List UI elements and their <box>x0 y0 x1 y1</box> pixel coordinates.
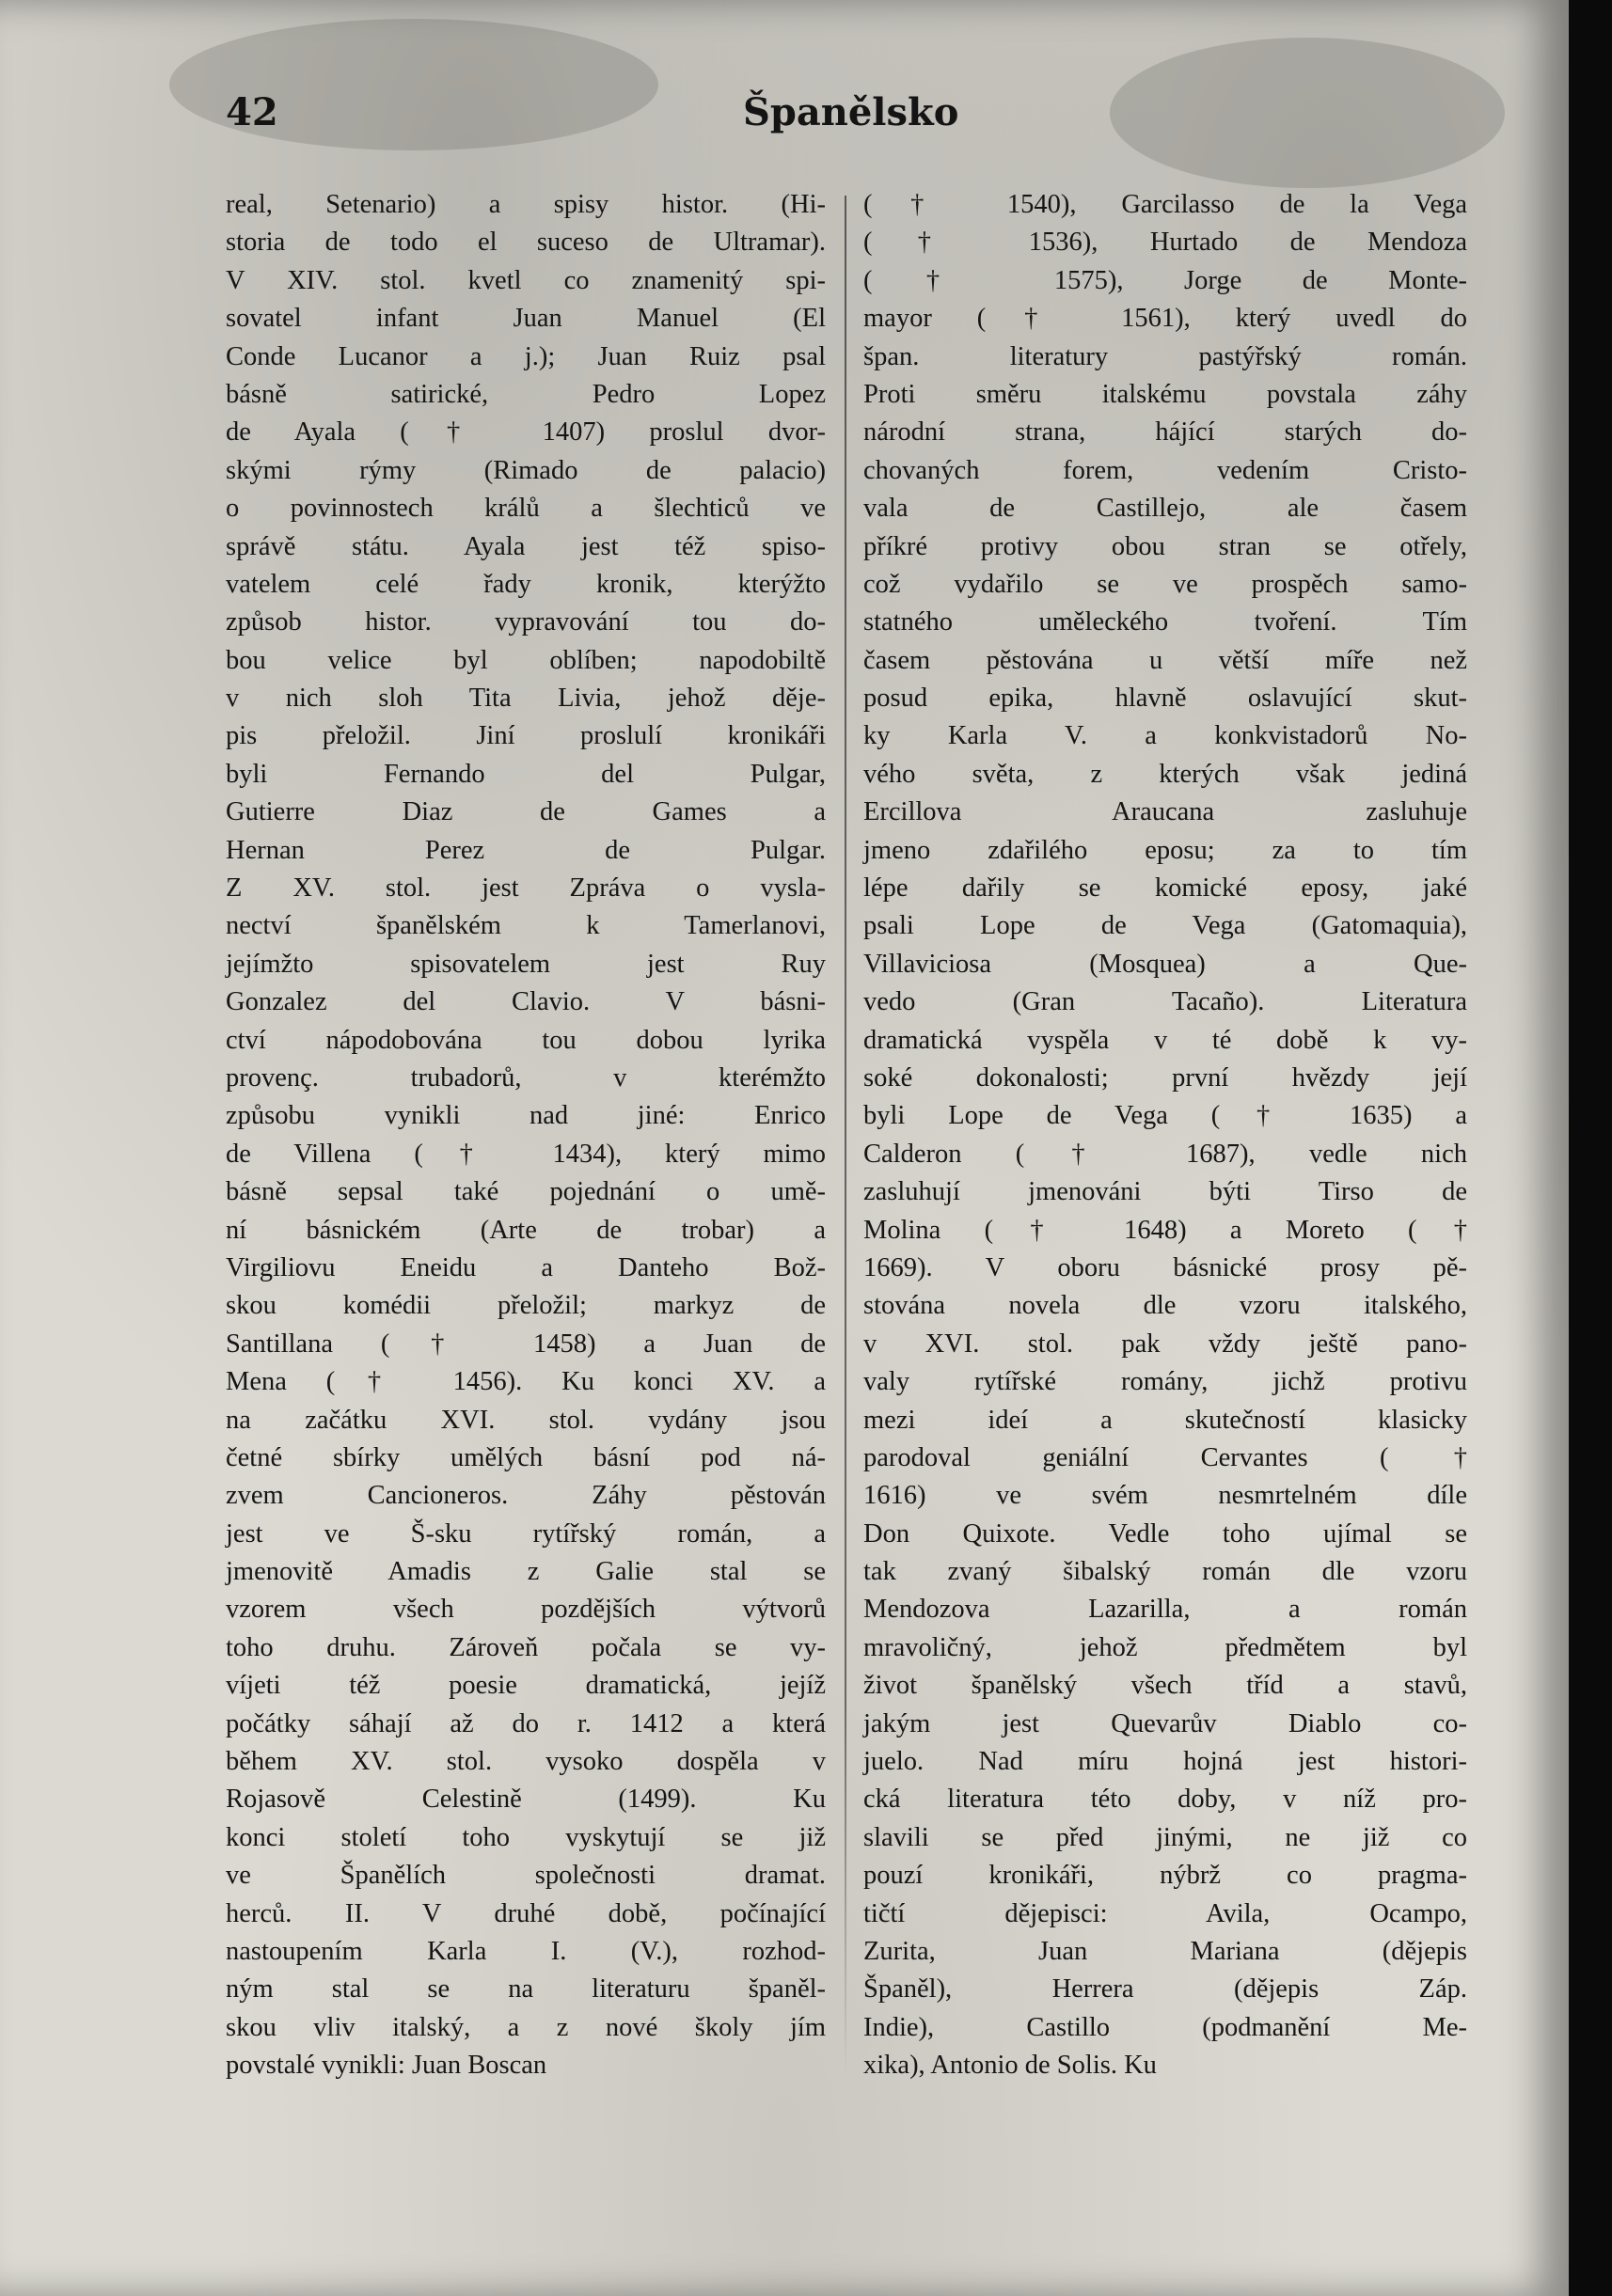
text-line: Ercillova Araucana zasluhuje <box>863 797 1467 827</box>
text-line: Virgiliovu Eneidu a Danteho Bož- <box>226 1252 826 1282</box>
text-line: četné sbírky umělých básní pod ná- <box>226 1442 826 1472</box>
text-line: zasluhují jmenováni býti Tirso de <box>863 1177 1467 1207</box>
left-text-column <box>226 186 826 2085</box>
text-line: tičtí dějepisci: Avila, Ocampo, <box>863 1898 1467 1928</box>
text-line: († 1536), Hurtado de Mendoza <box>863 228 1467 258</box>
text-line: dramatická vyspěla v té době k vy- <box>863 1025 1467 1055</box>
text-line: Conde Lucanor a j.); Juan Ruiz psal <box>226 341 826 371</box>
text-line: ky Karla V. a konkvistadorů No- <box>863 721 1467 751</box>
text-line: o povinnostech králů a šlechticů ve <box>226 494 826 524</box>
text-line: storia de todo el suceso de Ultramar). <box>226 228 826 258</box>
text-line: stována novela dle vzoru italského, <box>863 1291 1467 1321</box>
text-line: xika), Antonio de Solis. Ku <box>863 2051 1157 2081</box>
text-line: básně satirické, Pedro Lopez <box>226 379 826 409</box>
text-line: Calderon († 1687), vedle nich <box>863 1139 1467 1169</box>
text-line: Indie), Castillo (podmanění Me- <box>863 2012 1467 2042</box>
text-line: na začátku XVI. stol. vydány jsou <box>226 1405 826 1435</box>
text-line: zvem Cancioneros. Záhy pěstován <box>226 1481 826 1511</box>
text-line: chovaných forem, vedením Cristo- <box>863 455 1467 485</box>
text-line: statného uměleckého tvoření. Tím <box>863 607 1467 637</box>
text-line: Z XV. stol. jest Zpráva o vysla- <box>226 873 826 904</box>
text-line: básně sepsal také pojednání o umě- <box>226 1177 826 1207</box>
text-line: provenç. trubadorů, v kterémžto <box>226 1062 826 1093</box>
text-line: 1669). V oboru básnické prosy pě- <box>863 1252 1467 1282</box>
text-line: ve Španělích společnosti dramat. <box>226 1861 826 1891</box>
text-line: jest ve Š-sku rytířský román, a <box>226 1518 826 1549</box>
text-line: příkré protivy obou stran se otřely, <box>863 531 1467 561</box>
text-line: konci století toho vyskytují se již <box>226 1822 826 1852</box>
running-title: Španělsko <box>743 90 959 134</box>
text-line: slavili se před jinými, ne již co <box>863 1822 1467 1852</box>
text-line: Mendozova Lazarilla, a román <box>863 1595 1467 1625</box>
text-line: de Villena († 1434), který mimo <box>226 1139 826 1169</box>
text-line: Proti směru italskému povstala záhy <box>863 379 1467 409</box>
text-line: vatelem celé řady kronik, kterýžto <box>226 569 826 599</box>
text-line: v XVI. stol. pak vždy ještě pano- <box>863 1329 1467 1359</box>
text-line: Španěl), Herrera (dějepis Záp. <box>863 1974 1467 2005</box>
text-line: správě státu. Ayala jest též spiso- <box>226 531 826 561</box>
text-line: pis přeložil. Jiní proslulí kronikáři <box>226 721 826 751</box>
text-line: († 1575), Jorge de Monte- <box>863 265 1467 295</box>
page-header <box>226 90 1298 150</box>
text-line: způsob histor. vypravování tou do- <box>226 607 826 637</box>
text-line: soké dokonalosti; první hvězdy její <box>863 1062 1467 1093</box>
text-line: Mena († 1456). Ku konci XV. a <box>226 1367 826 1397</box>
text-line: povstalé vynikli: Juan Boscan <box>226 2051 547 2081</box>
text-line: vzorem všech pozdějších výtvorů <box>226 1595 826 1625</box>
text-line: bou velice byl oblíben; napodobiltě <box>226 645 826 675</box>
text-line: ctví nápodobována tou dobou lyrika <box>226 1025 826 1055</box>
text-line: počátky sáhají až do r. 1412 a která <box>226 1708 826 1738</box>
text-line: pouzí kronikáři, nýbrž co pragma- <box>863 1861 1467 1891</box>
text-line: mravoličný, jehož předmětem byl <box>863 1632 1467 1662</box>
text-line: Gutierre Diaz de Games a <box>226 797 826 827</box>
text-line: skou komédii přeložil; markyz de <box>226 1291 826 1321</box>
text-line: byli Fernando del Pulgar, <box>226 759 826 789</box>
text-line: Rojasově Celestině (1499). Ku <box>226 1785 826 1815</box>
text-line: víjeti též poesie dramatická, jejíž <box>226 1671 826 1701</box>
text-line: mayor († 1561), který uvedl do <box>863 304 1467 334</box>
text-line: Hernan Perez de Pulgar. <box>226 835 826 865</box>
text-line: parodoval geniální Cervantes († <box>863 1442 1467 1472</box>
text-line: vého světa, z kterých však jediná <box>863 759 1467 789</box>
text-line: juelo. Nad míru hojná jest histori- <box>863 1747 1467 1777</box>
text-line: skou vliv italský, a z nové školy jím <box>226 2012 826 2042</box>
page-number: 42 <box>226 90 278 134</box>
text-line: jmeno zdařilého eposu; za to tím <box>863 835 1467 865</box>
text-line: († 1540), Garcilasso de la Vega <box>863 190 1467 219</box>
text-line: byli Lope de Vega († 1635) a <box>863 1101 1467 1131</box>
text-line: skými rýmy (Rimado de palacio) <box>226 455 826 485</box>
text-line: nectví španělském k Tamerlanovi, <box>226 911 826 941</box>
right-text-column <box>863 186 1467 2085</box>
text-line: vala de Castillejo, ale časem <box>863 494 1467 524</box>
text-line: život španělský všech tříd a stavů, <box>863 1671 1467 1701</box>
text-line: V XIV. stol. kvetl co znamenitý spi- <box>226 265 826 295</box>
text-line: ní básnickém (Arte de trobar) a <box>226 1215 826 1245</box>
text-line: během XV. stol. vysoko dospěla v <box>226 1747 826 1777</box>
text-line: národní strana, hájící starých do- <box>863 417 1467 448</box>
text-line: herců. II. V druhé době, počínající <box>226 1898 826 1928</box>
text-line: vedo (Gran Tacaño). Literatura <box>863 987 1467 1017</box>
text-line: Zurita, Juan Mariana (dějepis <box>863 1936 1467 1966</box>
text-line: ným stal se na literaturu španěl- <box>226 1974 826 2005</box>
text-line: real, Setenario) a spisy histor. (Hi- <box>226 190 826 219</box>
text-line: sovatel infant Juan Manuel (El <box>226 304 826 334</box>
text-line: tak zvaný šibalský román dle vzoru <box>863 1557 1467 1587</box>
text-line: psali Lope de Vega (Gatomaquia), <box>863 911 1467 941</box>
text-line: cká literatura této doby, v níž pro- <box>863 1785 1467 1815</box>
column-divider <box>845 196 846 2076</box>
text-line: lépe dařily se komické eposy, jaké <box>863 873 1467 904</box>
text-line: posud epika, hlavně oslavující skut- <box>863 684 1467 714</box>
text-line: jmenovitě Amadis z Galie stal se <box>226 1557 826 1587</box>
text-line: Villaviciosa (Mosquea) a Que- <box>863 949 1467 979</box>
text-line: mezi ideí a skutečností klasicky <box>863 1405 1467 1435</box>
text-line: jejímžto spisovatelem jest Ruy <box>226 949 826 979</box>
text-line: toho druhu. Zároveň počala se vy- <box>226 1632 826 1662</box>
text-line: Gonzalez del Clavio. V básni- <box>226 987 826 1017</box>
text-line: Don Quixote. Vedle toho ujímal se <box>863 1518 1467 1549</box>
text-line: v nich sloh Tita Livia, jehož děje- <box>226 684 826 714</box>
text-line: Molina († 1648) a Moreto († <box>863 1215 1467 1245</box>
text-line: nastoupením Karla I. (V.), rozhod- <box>226 1936 826 1966</box>
text-line: což vydařilo se ve prospěch samo- <box>863 569 1467 599</box>
text-line: jakým jest Quevarův Diablo co- <box>863 1708 1467 1738</box>
text-line: de Ayala († 1407) proslul dvor- <box>226 417 826 448</box>
text-line: špan. literatury pastýřský román. <box>863 341 1467 371</box>
text-line: časem pěstována u větší míře než <box>863 645 1467 675</box>
text-line: 1616) ve svém nesmrtelném díle <box>863 1481 1467 1511</box>
text-line: Santillana († 1458) a Juan de <box>226 1329 826 1359</box>
text-line: způsobu vynikli nad jiné: Enrico <box>226 1101 826 1131</box>
text-line: valy rytířské romány, jichž protivu <box>863 1367 1467 1397</box>
